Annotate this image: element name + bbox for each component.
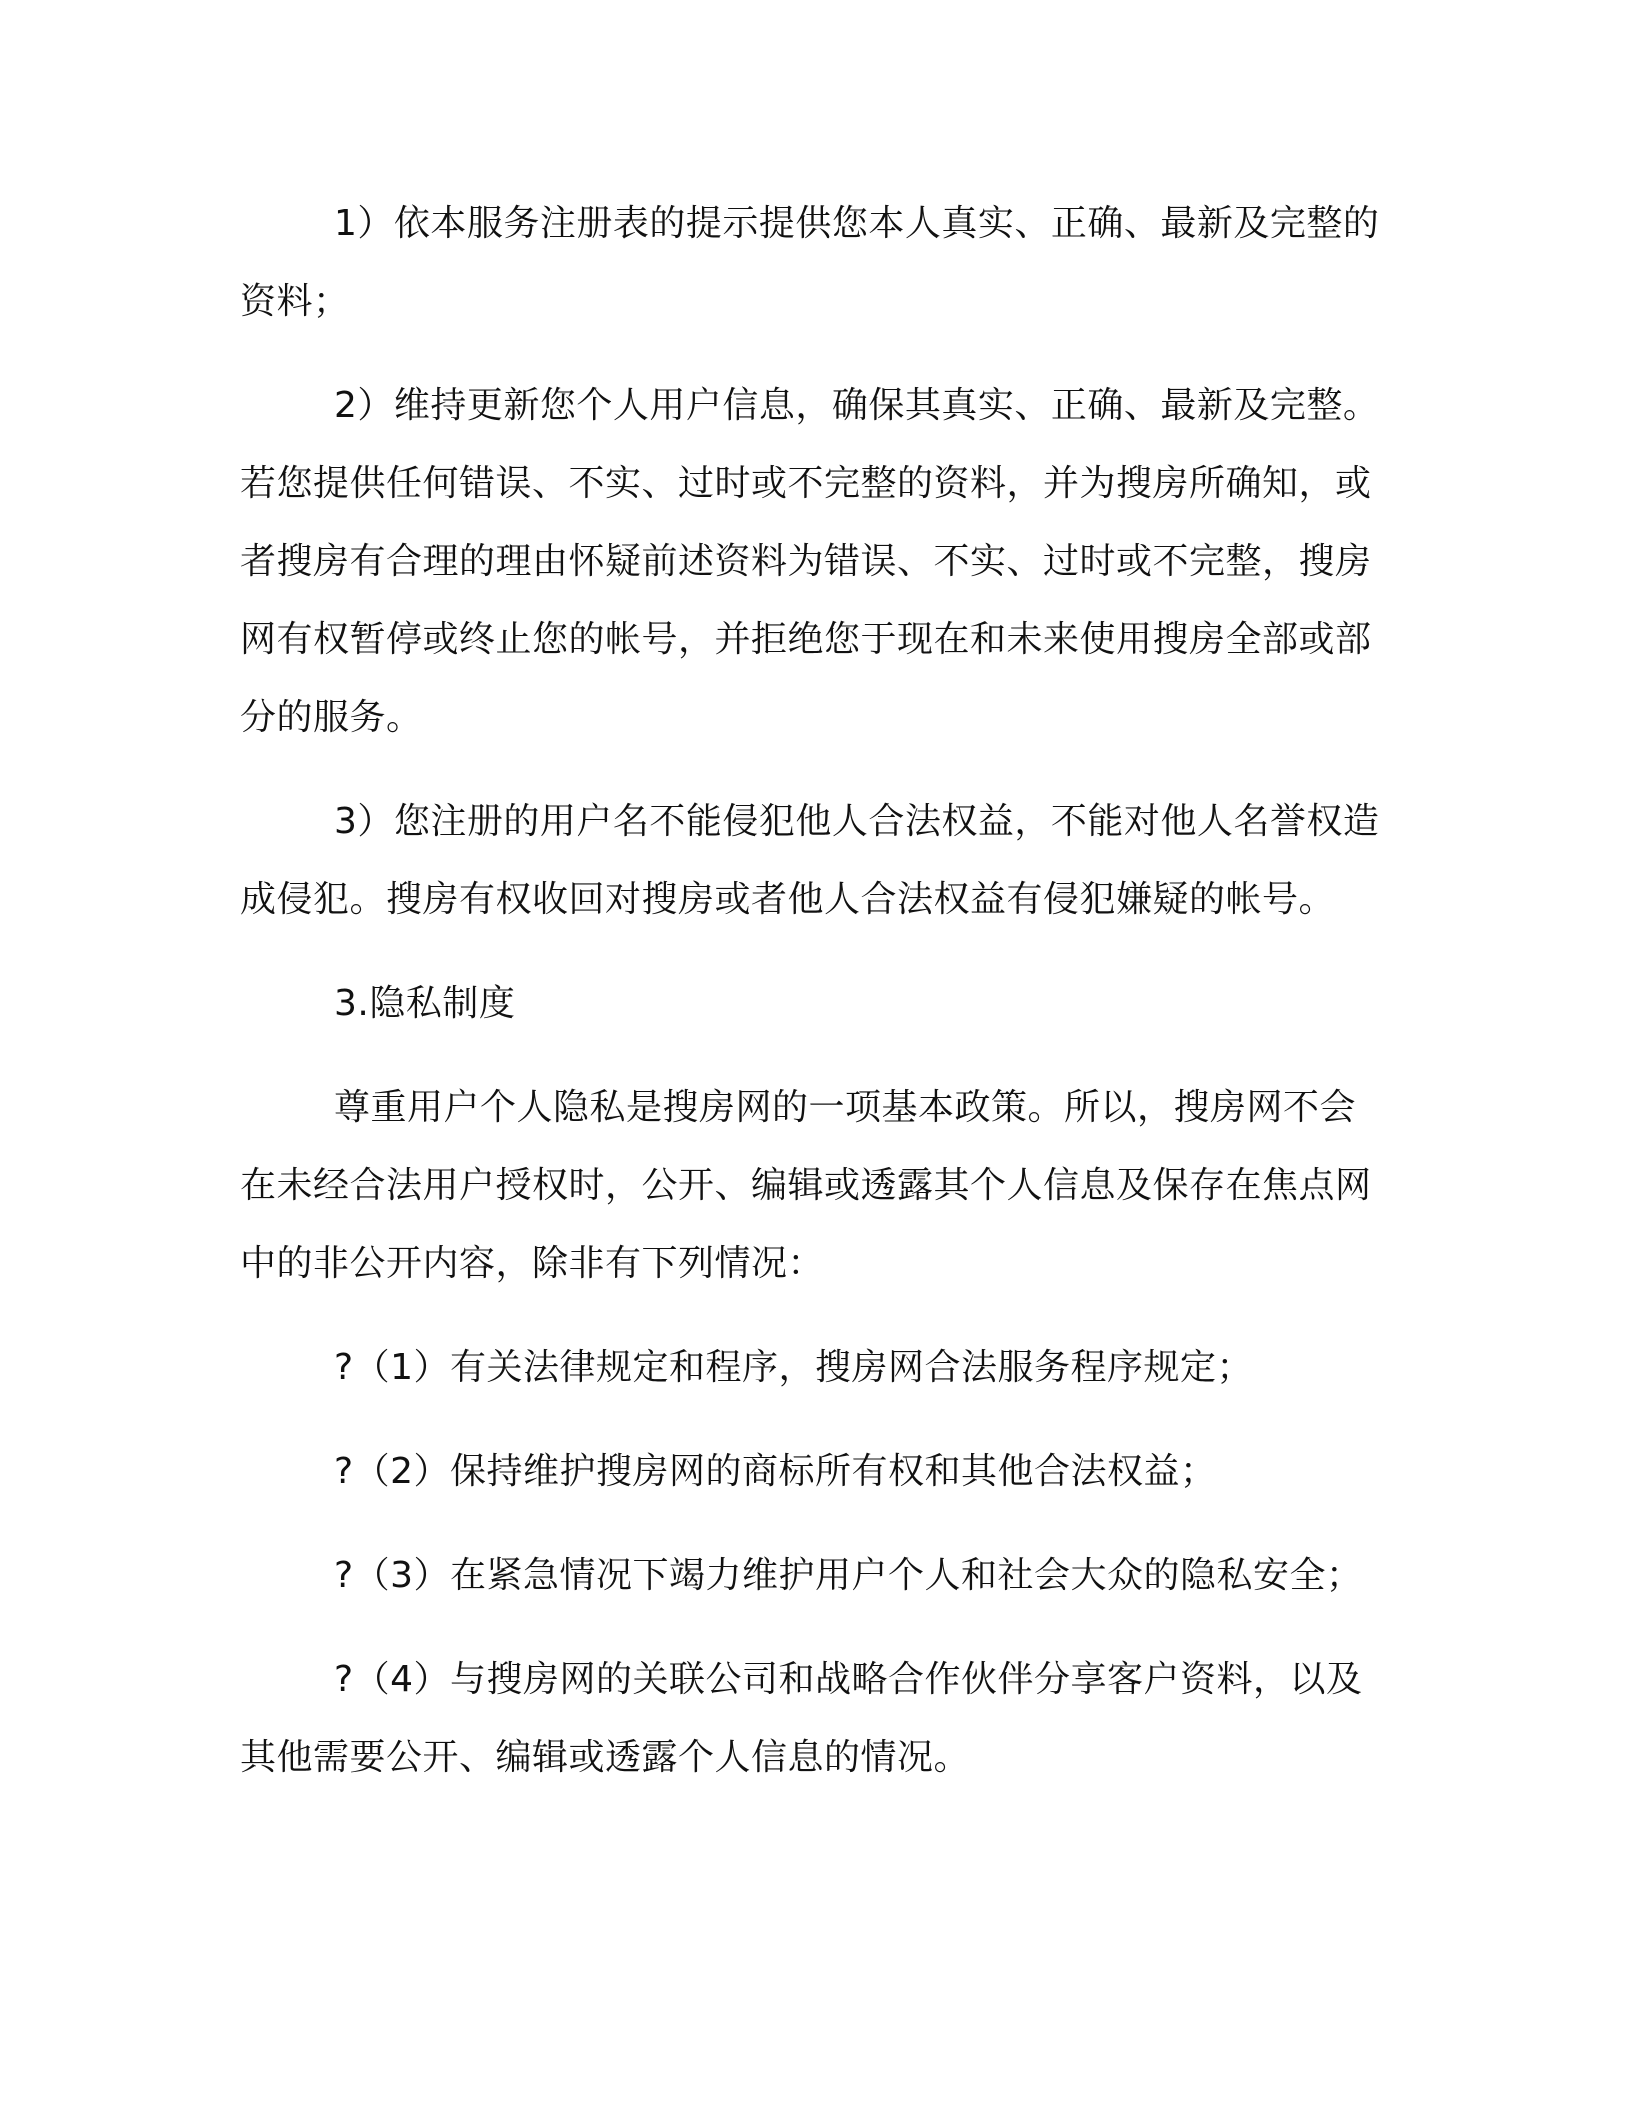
list-item-3: ?（3）在紧急情况下竭力维护用户个人和社会大众的隐私安全； [334, 1555, 1363, 1596]
paragraph-item-2: 2）维持更新您个人用户信息，确保其真实、正确、最新及完整。若您提供任何错误、不实、过时或不完整的资料，并为搜房所确知，或者搜房有合理的理由怀疑前述资料为错误、不实、过时或不完整，搜房网有权暂停或终止您的帐号，并拒绝您于现在和未来使用搜房全部或部分的服务。 [240, 385, 1380, 738]
document-body [240, 185, 1390, 1823]
paragraph-item-3: 3）您注册的用户名不能侵犯他人合法权益，不能对他人名誉权造成侵犯。搜房有权收回对搜房或者他人合法权益有侵犯嫌疑的帐号。 [240, 801, 1380, 920]
list-item-4: ?（4）与搜房网的关联公司和战略合作伙伴分享客户资料，以及其他需要公开、编辑或透露个人信息的情况。 [240, 1659, 1363, 1778]
paragraph-privacy-policy: 尊重用户个人隐私是搜房网的一项基本政策。所以，搜房网不会在未经合法用户授权时，公开、编辑或透露其个人信息及保存在焦点网中的非公开内容，除非有下列情况： [240, 1087, 1372, 1284]
section-heading-privacy: 3.隐私制度 [334, 983, 516, 1024]
paragraph-item-1: 1）依本服务注册表的提示提供您本人真实、正确、最新及完整的资料； [240, 203, 1380, 322]
list-item-2: ?（2）保持维护搜房网的商标所有权和其他合法权益； [334, 1451, 1217, 1492]
list-item-1: ?（1）有关法律规定和程序，搜房网合法服务程序规定； [334, 1347, 1254, 1388]
